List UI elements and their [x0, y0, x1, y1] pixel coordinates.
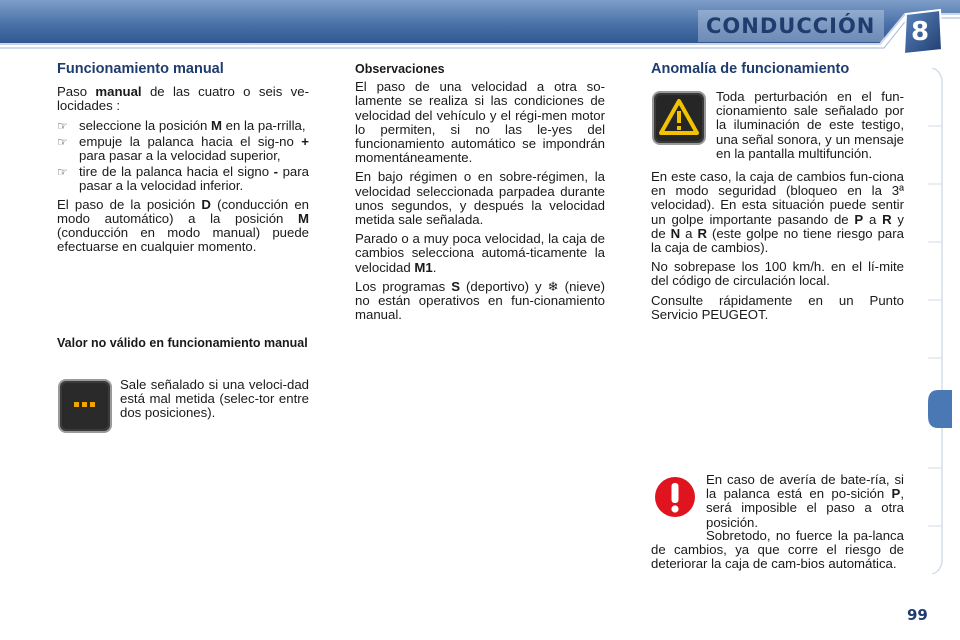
chapter-title: CONDUCCIÓN	[706, 14, 876, 38]
observations-p4: Los programas S (deportivo) y ❄ (nieve) no están operativos en fun-cionamiento manual.	[355, 278, 605, 323]
page-header	[0, 0, 960, 58]
exclamation-icon	[654, 476, 696, 518]
snowflake-icon: ❄	[547, 278, 559, 294]
section-title-invalid-gear: Valor no válido en funcionamiento manual	[57, 336, 308, 350]
gear-fault-icon	[58, 379, 112, 433]
list-item: ☞ seleccione la posición M en la pa-rrilla,	[57, 117, 306, 133]
chapter-number: 8	[910, 17, 930, 47]
section-title-observations: Observaciones	[355, 62, 445, 76]
pointing-hand-icon: ☞	[57, 134, 68, 149]
manual-intro: Paso manual de las cuatro o seis ve-locidades :	[57, 84, 309, 114]
page-number: 99	[907, 606, 928, 624]
malfunction-body	[651, 170, 904, 327]
manual-steps-list	[57, 119, 309, 194]
battery-failure-text: En caso de avería de bate-ría, si la palanca está en po-sición P, será imposible el paso a otra posición.	[706, 472, 904, 530]
tabs-outline	[926, 68, 952, 574]
malfunction-p1: En este caso, la caja de cambios fun-ciona en modo seguridad (bloqueo en la 3ª velocidad). En esta situación puede sentir un golpe importante pasando de P a R y de N a R (este golpe no tiene riesgo para la caja de cambios).	[651, 169, 904, 256]
observations-p3: Parado o a muy poca velocidad, la caja de cambios selecciona automá-ticamente la velocidad M1.	[355, 231, 605, 275]
pointing-hand-icon: ☞	[57, 118, 68, 133]
observations-p2: En bajo régimen o en sobre-régimen, la velocidad seleccionada parpadea durante unos segundos, y después la velocidad metida sale señalada.	[355, 169, 605, 228]
malfunction-p2: No sobrepase los 100 km/h. en el lí-mite del código de circulación local.	[651, 259, 904, 289]
column-manual-operation	[57, 62, 309, 259]
invalid-gear-text: Sale señalado si una veloci-dad está mal metida (selec-tor entre dos posiciones).	[120, 377, 309, 421]
malfunction-p3: Consulte rápidamente en un Punto Servicio PEUGEOT.	[651, 292, 904, 322]
column-observations	[355, 62, 605, 327]
pointing-hand-icon: ☞	[57, 165, 68, 180]
manual-switch-paragraph: El paso de la posición D (conducción en modo automático) a la posición M (conducción en modo manual) puede efectuarse en cualquier momento.	[57, 196, 309, 255]
list-item: ☞ tire de la palanca hacia el signo - para pasar a la velocidad inferior.	[57, 164, 309, 194]
list-item: ☞ empuje la palanca hacia el sig-no + para pasar a la velocidad superior,	[57, 133, 309, 164]
warning-triangle-icon	[652, 91, 706, 145]
battery-failure-text-2: Sobretodo, no fuerce la pa-lanca de cambios, ya que corre el riesgo de deteriorar la caja de cam-bios automática.	[651, 528, 904, 572]
warning-light-text: Toda perturbación en el fun-cionamiento sale señalado por la iluminación de este testigo, una señal sonora, y un mensaje en la pantalla multifunción.	[716, 89, 904, 161]
section-title-manual: Funcionamiento manual	[57, 61, 224, 77]
observations-p1: El paso de una velocidad a otra so-lamente se realiza si las condiciones de velocidad del vehículo y el régi-men motor lo permiten, si no las le-yes del funcionamiento automático se impondrán momentáneamente.	[355, 79, 605, 166]
column-malfunction	[651, 62, 904, 85]
section-title-malfunction: Anomalía de funcionamiento	[651, 61, 850, 77]
chapter-index-tabs	[926, 68, 952, 574]
